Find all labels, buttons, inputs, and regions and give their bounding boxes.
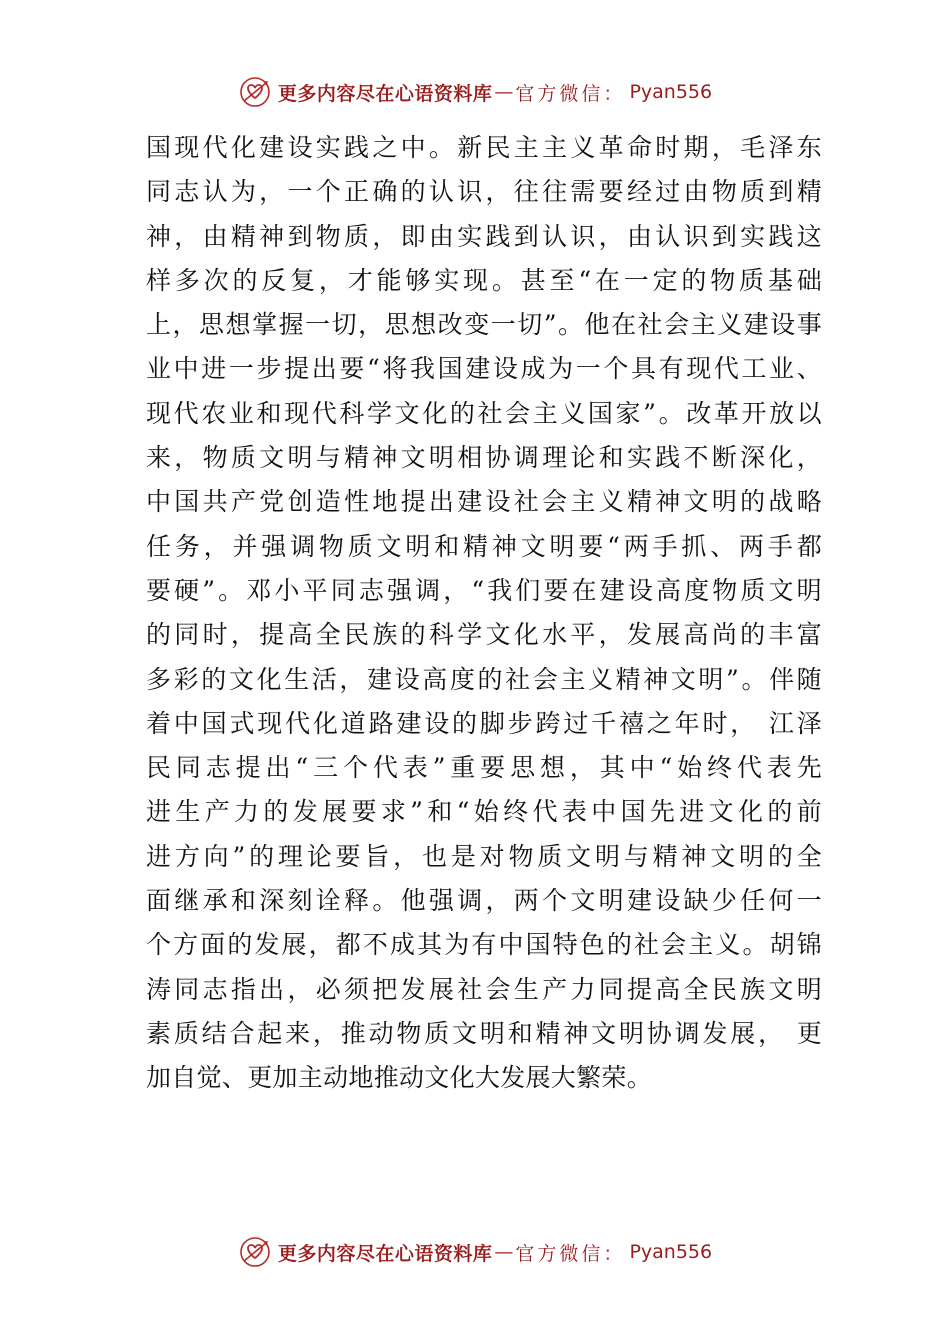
body-line: 素质结合起来，推动物质文明和精神文明协调发展， 更 — [146, 1018, 822, 1048]
body-line: 的同时，提高全民族的科学文化水平，发展高尚的丰富 — [146, 620, 822, 650]
watermark-wechat-id: Pyan556 — [629, 1241, 713, 1263]
watermark-dash: — — [494, 81, 514, 103]
body-line: 上，思想掌握一切，思想改变一切”。他在社会主义建设事 — [146, 310, 822, 340]
watermark-text: 更多内容尽在心语资料库 — [277, 82, 493, 105]
body-line: 任务，并强调物质文明和精神文明要“两手抓、两手都 — [146, 531, 822, 561]
document-body — [146, 126, 822, 1101]
body-line: 进方向”的理论要旨，也是对物质文明与精神文明的全 — [146, 841, 822, 871]
body-line: 样多次的反复，才能够实现。甚至“在一定的物质基础 — [146, 265, 822, 295]
body-line: 同志认为，一个正确的认识，往往需要经过由物质到精 — [146, 177, 822, 207]
body-line: 面继承和深刻诠释。他强调，两个文明建设缺少任何一 — [146, 886, 822, 916]
header-watermark — [0, 72, 950, 112]
body-line: 个方面的发展，都不成其为有中国特色的社会主义。胡锦 — [146, 930, 822, 960]
watermark-text: 更多内容尽在心语资料库 — [277, 1242, 493, 1265]
body-line: 中国共产党创造性地提出建设社会主义精神文明的战略 — [146, 487, 822, 517]
watermark-dash: — — [494, 1241, 514, 1263]
body-line: 来，物质文明与精神文明相协调理论和实践不断深化， — [146, 443, 822, 473]
body-line: 国现代化建设实践之中。新民主主义革命时期，毛泽东 — [146, 133, 822, 162]
body-line: 神，由精神到物质，即由实践到认识，由认识到实践这 — [146, 221, 822, 251]
heart-logo-icon — [238, 1235, 272, 1269]
footer-watermark — [0, 1232, 950, 1272]
heart-logo-icon — [238, 75, 272, 109]
body-line: 涛同志指出，必须把发展社会生产力同提高全民族文明 — [146, 974, 822, 1004]
watermark-wechat-id: Pyan556 — [629, 81, 713, 103]
watermark-wechat-label: 官方微信： — [515, 1242, 626, 1265]
body-line: 民同志提出“三个代表”重要思想，其中“始终代表先 — [146, 753, 822, 783]
body-line: 进生产力的发展要求”和“始终代表中国先进文化的前 — [146, 797, 822, 827]
body-line: 多彩的文化生活，建设高度的社会主义精神文明”。伴随 — [146, 664, 822, 694]
body-line: 加自觉、更加主动地推动文化大发展大繁荣。 — [146, 1063, 653, 1093]
watermark-wechat-label: 官方微信： — [515, 82, 626, 105]
body-line: 业中进一步提出要“将我国建设成为一个具有现代工业、 — [146, 354, 822, 384]
body-line: 要硬”。邓小平同志强调，“我们要在建设高度物质文明 — [146, 575, 822, 605]
body-line: 现代农业和现代科学文化的社会主义国家”。改革开放以 — [146, 398, 822, 428]
body-line: 着中国式现代化道路建设的脚步跨过千禧之年时， 江泽 — [146, 708, 822, 738]
